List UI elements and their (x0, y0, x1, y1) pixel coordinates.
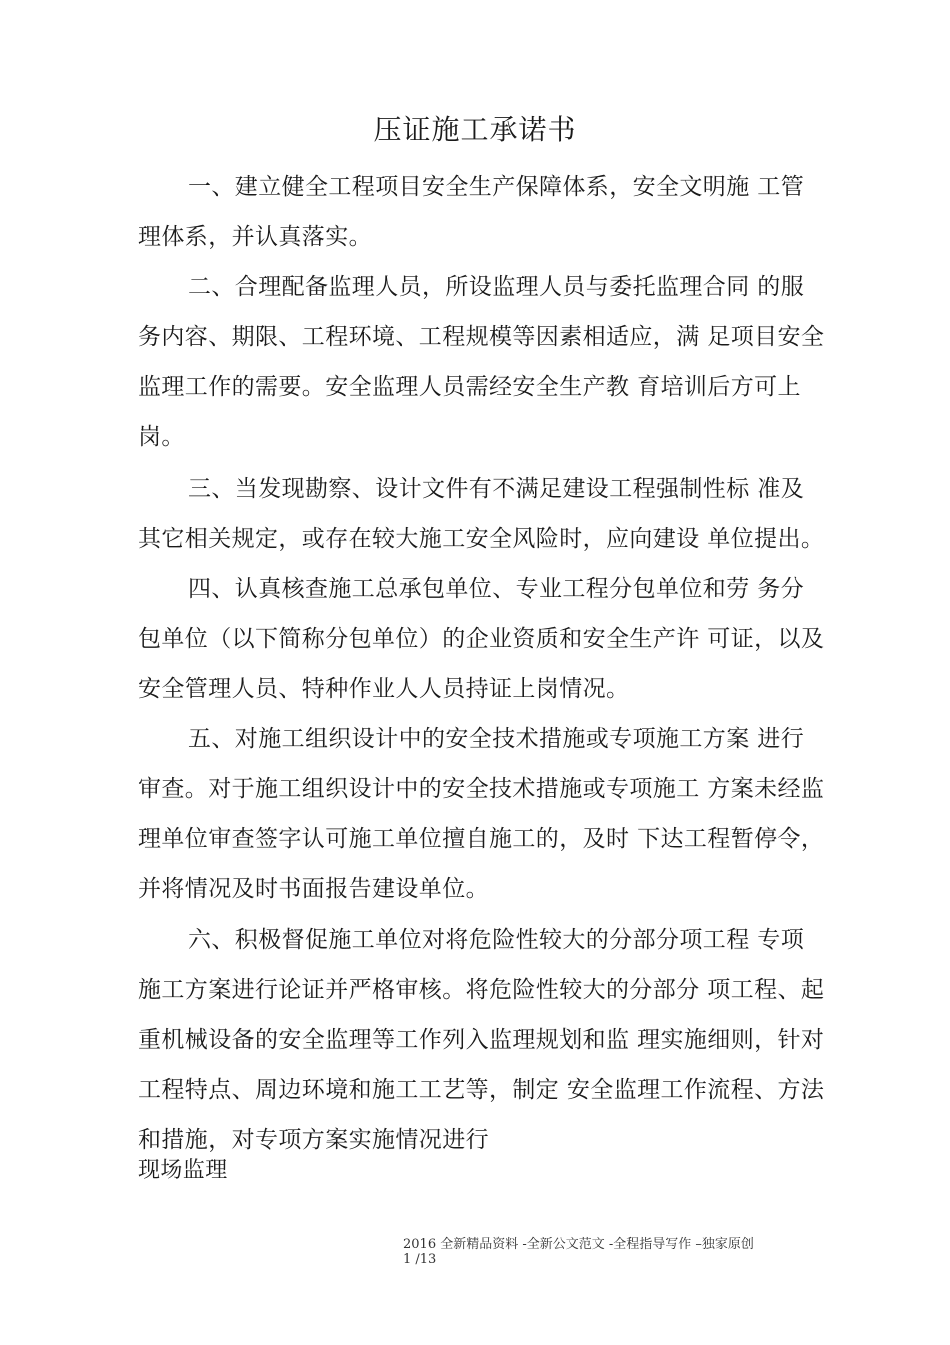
footer-banner: 2016 全新精品资料 -全新公文范文 -全程指导写作 –独家原创 (403, 1237, 754, 1252)
paragraph-3-line-2: 其它相关规定，或存在较大施工安全风险时，应向建设 单位提出。 (138, 526, 825, 552)
paragraph-3-line-1: 三、当发现勘察、设计文件有不满足建设工程强制性标 准及 (188, 476, 805, 502)
paragraph-6-line-2: 施工方案进行论证并严格审核。将危险性较大的分部分 项工程、起 (138, 977, 825, 1003)
page-number: 1 /13 (403, 1252, 437, 1267)
paragraph-5-line-4: 并将情况及时书面报告建设单位。 (138, 876, 489, 902)
paragraph-5-line-3: 理单位审查签字认可施工单位擅自施工的，及时 下达工程暂停令， (138, 826, 825, 852)
paragraph-1-line-2: 理体系，并认真落实。 (138, 224, 372, 250)
paragraph-4-line-2: 包单位（以下简称分包单位）的企业资质和安全生产许 可证，以及 (138, 626, 825, 652)
paragraph-2-line-4: 岗。 (138, 424, 185, 450)
paragraph-2-line-3: 监理工作的需要。安全监理人员需经安全生产教 育培训后方可上 (138, 374, 801, 400)
paragraph-5-line-2: 审查。对于施工组织设计中的安全技术措施或专项施工 方案未经监 (138, 776, 825, 802)
document-title: 压证施工承诺书 (373, 113, 577, 146)
paragraph-6-line-6: 现场监理 (138, 1158, 228, 1183)
paragraph-6-line-4: 工程特点、周边环境和施工工艺等，制定 安全监理工作流程、方法 (138, 1077, 825, 1103)
paragraph-6-line-3: 重机械设备的安全监理等工作列入监理规划和监 理实施细则，针对 (138, 1027, 825, 1053)
paragraph-4-line-1: 四、认真核查施工总承包单位、专业工程分包单位和劳 务分 (188, 576, 805, 602)
paragraph-6-line-5: 和措施，对专项方案实施情况进行 (138, 1127, 489, 1153)
paragraph-1-line-1: 一、建立健全工程项目安全生产保障体系，安全文明施 工管 (188, 174, 805, 200)
paragraph-2-line-2: 务内容、期限、工程环境、工程规模等因素相适应，满 足项目安全 (138, 324, 825, 350)
paragraph-4-line-3: 安全管理人员、特种作业人人员持证上岗情况。 (138, 676, 630, 702)
paragraph-5-line-1: 五、对施工组织设计中的安全技术措施或专项施工方案 进行 (188, 726, 805, 752)
paragraph-6-line-1: 六、积极督促施工单位对将危险性较大的分部分项工程 专项 (188, 927, 805, 953)
paragraph-2-line-1: 二、合理配备监理人员，所设监理人员与委托监理合同 的服 (188, 274, 805, 300)
